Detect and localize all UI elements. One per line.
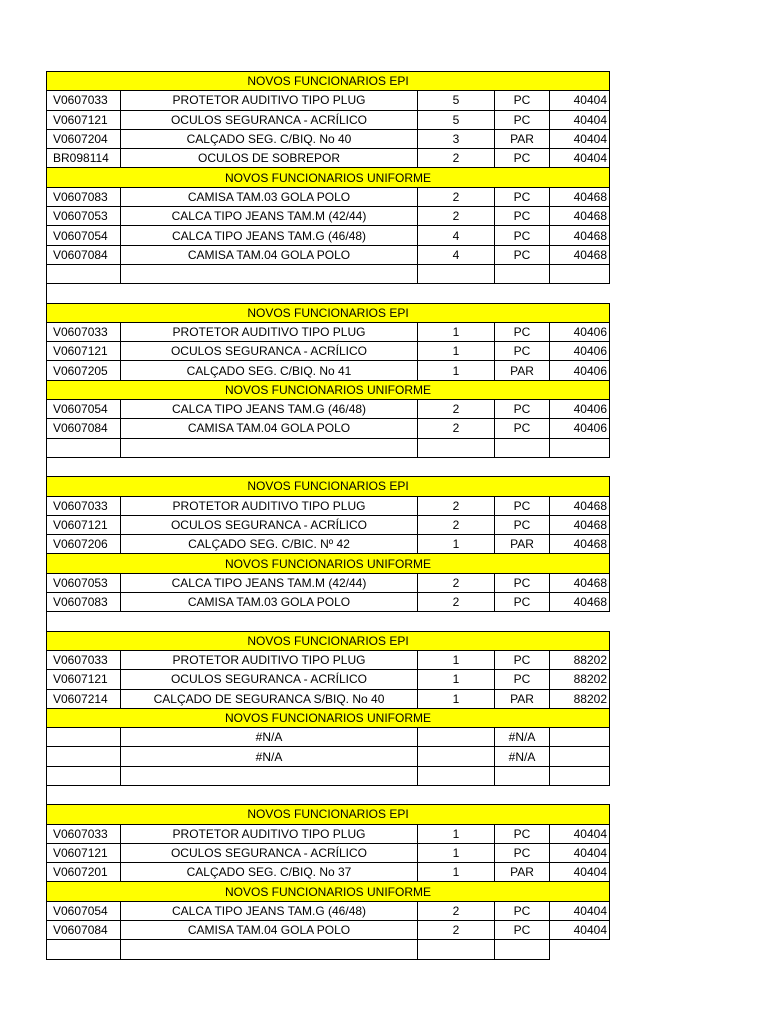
- item-code-cell[interactable]: [47, 728, 121, 747]
- item-unit-cell[interactable]: PC: [495, 342, 550, 361]
- empty-cell[interactable]: [418, 264, 495, 283]
- item-number-cell[interactable]: 40404: [550, 843, 610, 862]
- item-code-cell[interactable]: V0607205: [47, 361, 121, 380]
- item-number-cell[interactable]: 40404: [550, 921, 610, 940]
- item-code-cell[interactable]: V0607083: [47, 187, 121, 206]
- item-quantity-cell[interactable]: 5: [418, 110, 495, 129]
- item-quantity-cell[interactable]: 2: [418, 921, 495, 940]
- empty-cell[interactable]: [121, 264, 418, 283]
- item-code-cell[interactable]: V0607084: [47, 419, 121, 438]
- item-unit-cell[interactable]: PC: [495, 901, 550, 920]
- item-description-cell[interactable]: CAMISA TAM.03 GOLA POLO: [121, 187, 418, 206]
- item-unit-cell[interactable]: PC: [495, 843, 550, 862]
- item-code-cell[interactable]: V0607121: [47, 843, 121, 862]
- item-description-cell[interactable]: OCULOS SEGURANCA - ACRÍLICO: [121, 670, 418, 689]
- empty-cell[interactable]: [418, 438, 495, 457]
- item-code-cell[interactable]: V0607033: [47, 496, 121, 515]
- item-quantity-cell[interactable]: 1: [418, 843, 495, 862]
- item-unit-cell[interactable]: PC: [495, 187, 550, 206]
- item-description-cell[interactable]: #N/A: [121, 728, 418, 747]
- item-number-cell[interactable]: 40406: [550, 400, 610, 419]
- item-code-cell[interactable]: V0607121: [47, 670, 121, 689]
- table-row: [47, 149, 610, 168]
- item-unit-cell[interactable]: PC: [495, 650, 550, 669]
- item-number-cell[interactable]: 40406: [550, 322, 610, 341]
- item-code-cell[interactable]: V0607083: [47, 593, 121, 612]
- item-number-cell[interactable]: [550, 728, 610, 747]
- item-code-cell[interactable]: V0607121: [47, 110, 121, 129]
- item-number-cell[interactable]: 40468: [550, 593, 610, 612]
- table-row: [47, 226, 610, 245]
- item-code-cell[interactable]: V0607033: [47, 322, 121, 341]
- item-code-cell[interactable]: V0607204: [47, 129, 121, 148]
- table-row: [47, 496, 610, 515]
- item-code-cell[interactable]: V0607121: [47, 342, 121, 361]
- item-quantity-cell[interactable]: 1: [418, 670, 495, 689]
- item-unit-cell[interactable]: PC: [495, 670, 550, 689]
- item-number-cell[interactable]: 40468: [550, 245, 610, 264]
- item-description-cell[interactable]: CALCA TIPO JEANS TAM.G (46/48): [121, 226, 418, 245]
- item-unit-cell[interactable]: PC: [495, 824, 550, 843]
- item-unit-cell[interactable]: PC: [495, 322, 550, 341]
- table-row: [47, 322, 610, 341]
- section-header-epi-label: NOVOS FUNCIONARIOS EPI: [47, 72, 610, 91]
- item-quantity-cell[interactable]: 2: [418, 400, 495, 419]
- item-code-cell[interactable]: V0607121: [47, 515, 121, 534]
- item-description-cell[interactable]: CALÇADO SEG. C/BIQ. No 41: [121, 361, 418, 380]
- item-description-cell[interactable]: PROTETOR AUDITIVO TIPO PLUG: [121, 322, 418, 341]
- empty-cell[interactable]: [550, 264, 610, 283]
- item-description-cell[interactable]: CAMISA TAM.03 GOLA POLO: [121, 593, 418, 612]
- table-row: [47, 535, 610, 554]
- section-header-uniforme: [47, 380, 610, 399]
- item-number-cell[interactable]: 40406: [550, 419, 610, 438]
- item-number-cell[interactable]: 40404: [550, 110, 610, 129]
- item-description-cell[interactable]: OCULOS DE SOBREPOR: [121, 149, 418, 168]
- item-number-cell[interactable]: 40404: [550, 824, 610, 843]
- item-description-cell[interactable]: CALÇADO DE SEGURANCA S/BIQ. No 40: [121, 689, 418, 708]
- section-header-uniforme-label: NOVOS FUNCIONARIOS UNIFORME: [47, 380, 610, 399]
- table-row: [47, 342, 610, 361]
- spacer-row: [47, 457, 610, 476]
- item-unit-cell[interactable]: PC: [495, 245, 550, 264]
- item-number-cell[interactable]: 88202: [550, 689, 610, 708]
- section-header-uniforme-label: NOVOS FUNCIONARIOS UNIFORME: [47, 554, 610, 573]
- empty-row: [47, 940, 610, 959]
- item-number-cell[interactable]: 88202: [550, 650, 610, 669]
- item-quantity-cell[interactable]: 2: [418, 573, 495, 592]
- item-quantity-cell[interactable]: 1: [418, 535, 495, 554]
- item-number-cell[interactable]: 40404: [550, 901, 610, 920]
- spacer-cell: [47, 785, 610, 804]
- empty-cell[interactable]: [121, 940, 418, 959]
- spacer-row: [47, 785, 610, 804]
- section-header-uniforme: [47, 708, 610, 727]
- item-number-cell[interactable]: [550, 747, 610, 766]
- empty-cell[interactable]: [550, 940, 610, 959]
- table-row: [47, 207, 610, 226]
- item-unit-cell[interactable]: PC: [495, 496, 550, 515]
- item-description-cell[interactable]: CALCA TIPO JEANS TAM.M (42/44): [121, 207, 418, 226]
- item-description-cell[interactable]: PROTETOR AUDITIVO TIPO PLUG: [121, 496, 418, 515]
- empty-row: [47, 766, 610, 785]
- item-quantity-cell[interactable]: 1: [418, 863, 495, 882]
- item-number-cell[interactable]: 40468: [550, 496, 610, 515]
- empty-cell[interactable]: [495, 766, 550, 785]
- item-code-cell[interactable]: V0607033: [47, 650, 121, 669]
- table-row: [47, 747, 610, 766]
- table-row: [47, 419, 610, 438]
- table-row: [47, 187, 610, 206]
- empty-cell[interactable]: [47, 940, 121, 959]
- item-unit-cell[interactable]: #N/A: [495, 747, 550, 766]
- item-code-cell[interactable]: V0607201: [47, 863, 121, 882]
- empty-cell[interactable]: [495, 940, 550, 959]
- item-quantity-cell[interactable]: 2: [418, 901, 495, 920]
- item-quantity-cell[interactable]: 4: [418, 245, 495, 264]
- item-quantity-cell[interactable]: 1: [418, 824, 495, 843]
- item-quantity-cell[interactable]: 2: [418, 515, 495, 534]
- item-quantity-cell[interactable]: 2: [418, 187, 495, 206]
- item-unit-cell[interactable]: PAR: [495, 361, 550, 380]
- item-number-cell[interactable]: 40468: [550, 187, 610, 206]
- item-number-cell[interactable]: 40468: [550, 535, 610, 554]
- table-row: [47, 728, 610, 747]
- empty-cell[interactable]: [418, 940, 495, 959]
- item-unit-cell[interactable]: PC: [495, 149, 550, 168]
- item-unit-cell[interactable]: #N/A: [495, 728, 550, 747]
- spacer-cell: [47, 612, 610, 631]
- table-row: [47, 245, 610, 264]
- item-description-cell[interactable]: PROTETOR AUDITIVO TIPO PLUG: [121, 824, 418, 843]
- section-header-epi-label: NOVOS FUNCIONARIOS EPI: [47, 631, 610, 650]
- item-unit-cell[interactable]: PC: [495, 593, 550, 612]
- item-quantity-cell[interactable]: 2: [418, 149, 495, 168]
- item-number-cell[interactable]: 40468: [550, 207, 610, 226]
- item-code-cell[interactable]: V0607054: [47, 226, 121, 245]
- item-quantity-cell[interactable]: 1: [418, 689, 495, 708]
- table-row: [47, 824, 610, 843]
- spreadsheet: [46, 71, 610, 960]
- section-header-epi-label: NOVOS FUNCIONARIOS EPI: [47, 477, 610, 496]
- item-description-cell[interactable]: CALÇADO SEG. C/BIQ. No 40: [121, 129, 418, 148]
- table-row: [47, 91, 610, 110]
- item-unit-cell[interactable]: PAR: [495, 535, 550, 554]
- table-row: [47, 110, 610, 129]
- item-unit-cell[interactable]: PAR: [495, 689, 550, 708]
- item-unit-cell[interactable]: PC: [495, 110, 550, 129]
- empty-cell[interactable]: [121, 766, 418, 785]
- empty-cell[interactable]: [495, 264, 550, 283]
- item-quantity-cell[interactable]: 1: [418, 650, 495, 669]
- spacer-cell: [47, 284, 610, 303]
- item-unit-cell[interactable]: PC: [495, 91, 550, 110]
- item-unit-cell[interactable]: PC: [495, 573, 550, 592]
- section-header-uniforme-label: NOVOS FUNCIONARIOS UNIFORME: [47, 708, 610, 727]
- section-header-epi: [47, 805, 610, 824]
- item-description-cell[interactable]: CALÇADO SEG. C/BIQ. No 37: [121, 863, 418, 882]
- table-row: [47, 573, 610, 592]
- table-row: [47, 129, 610, 148]
- item-number-cell[interactable]: 88202: [550, 670, 610, 689]
- item-number-cell[interactable]: 40404: [550, 129, 610, 148]
- table-row: [47, 843, 610, 862]
- spacer-row: [47, 284, 610, 303]
- item-quantity-cell[interactable]: 2: [418, 593, 495, 612]
- table-row: [47, 901, 610, 920]
- item-unit-cell[interactable]: PC: [495, 400, 550, 419]
- item-code-cell[interactable]: V0607033: [47, 91, 121, 110]
- item-quantity-cell[interactable]: [418, 747, 495, 766]
- empty-cell[interactable]: [47, 264, 121, 283]
- item-code-cell[interactable]: [47, 747, 121, 766]
- table-row: [47, 593, 610, 612]
- item-description-cell[interactable]: CAMISA TAM.04 GOLA POLO: [121, 921, 418, 940]
- empty-cell[interactable]: [550, 438, 610, 457]
- item-description-cell[interactable]: CALCA TIPO JEANS TAM.M (42/44): [121, 573, 418, 592]
- item-code-cell[interactable]: V0607084: [47, 245, 121, 264]
- item-code-cell[interactable]: V0607054: [47, 901, 121, 920]
- item-description-cell[interactable]: OCULOS SEGURANCA - ACRÍLICO: [121, 342, 418, 361]
- item-number-cell[interactable]: 40468: [550, 226, 610, 245]
- empty-cell[interactable]: [418, 766, 495, 785]
- item-number-cell[interactable]: 40468: [550, 515, 610, 534]
- item-unit-cell[interactable]: PAR: [495, 863, 550, 882]
- item-code-cell[interactable]: V0607206: [47, 535, 121, 554]
- section-header-epi: [47, 477, 610, 496]
- table-row: [47, 515, 610, 534]
- item-quantity-cell[interactable]: 2: [418, 419, 495, 438]
- item-code-cell[interactable]: V0607054: [47, 400, 121, 419]
- empty-cell[interactable]: [47, 438, 121, 457]
- item-number-cell[interactable]: 40404: [550, 91, 610, 110]
- item-quantity-cell[interactable]: 4: [418, 226, 495, 245]
- item-unit-cell[interactable]: PC: [495, 226, 550, 245]
- item-code-cell[interactable]: V0607214: [47, 689, 121, 708]
- section-header-epi: [47, 631, 610, 650]
- item-unit-cell[interactable]: PC: [495, 921, 550, 940]
- table-row: [47, 689, 610, 708]
- spacer-row: [47, 612, 610, 631]
- empty-row: [47, 438, 610, 457]
- item-description-cell[interactable]: PROTETOR AUDITIVO TIPO PLUG: [121, 650, 418, 669]
- empty-cell[interactable]: [47, 766, 121, 785]
- item-quantity-cell[interactable]: 1: [418, 361, 495, 380]
- table-row: [47, 921, 610, 940]
- section-header-uniforme: [47, 882, 610, 901]
- item-description-cell[interactable]: CAMISA TAM.04 GOLA POLO: [121, 245, 418, 264]
- section-header-uniforme-label: NOVOS FUNCIONARIOS UNIFORME: [47, 168, 610, 187]
- section-header-epi-label: NOVOS FUNCIONARIOS EPI: [47, 303, 610, 322]
- item-quantity-cell[interactable]: 1: [418, 322, 495, 341]
- item-unit-cell[interactable]: PAR: [495, 129, 550, 148]
- item-number-cell[interactable]: 40404: [550, 863, 610, 882]
- empty-row: [47, 264, 610, 283]
- section-header-uniforme: [47, 168, 610, 187]
- item-description-cell[interactable]: CALÇADO SEG. C/BIC. Nº 42: [121, 535, 418, 554]
- item-description-cell[interactable]: CAMISA TAM.04 GOLA POLO: [121, 419, 418, 438]
- empty-cell[interactable]: [495, 438, 550, 457]
- item-quantity-cell[interactable]: 1: [418, 342, 495, 361]
- item-code-cell[interactable]: V0607033: [47, 824, 121, 843]
- item-description-cell[interactable]: PROTETOR AUDITIVO TIPO PLUG: [121, 91, 418, 110]
- item-quantity-cell[interactable]: 3: [418, 129, 495, 148]
- section-header-uniforme: [47, 554, 610, 573]
- section-header-epi: [47, 303, 610, 322]
- item-unit-cell[interactable]: PC: [495, 207, 550, 226]
- item-description-cell[interactable]: CALCA TIPO JEANS TAM.G (46/48): [121, 400, 418, 419]
- table-row: [47, 361, 610, 380]
- item-description-cell[interactable]: #N/A: [121, 747, 418, 766]
- item-quantity-cell[interactable]: 2: [418, 496, 495, 515]
- item-unit-cell[interactable]: PC: [495, 419, 550, 438]
- empty-cell[interactable]: [550, 766, 610, 785]
- item-number-cell[interactable]: 40406: [550, 342, 610, 361]
- item-description-cell[interactable]: OCULOS SEGURANCA - ACRÍLICO: [121, 843, 418, 862]
- item-number-cell[interactable]: 40406: [550, 361, 610, 380]
- section-header-epi-label: NOVOS FUNCIONARIOS EPI: [47, 805, 610, 824]
- table-row: [47, 650, 610, 669]
- section-header-epi: [47, 72, 610, 91]
- item-number-cell[interactable]: 40404: [550, 149, 610, 168]
- item-code-cell[interactable]: BR098114: [47, 149, 121, 168]
- item-code-cell[interactable]: V0607053: [47, 573, 121, 592]
- item-number-cell[interactable]: 40468: [550, 573, 610, 592]
- item-quantity-cell[interactable]: [418, 728, 495, 747]
- table-row: [47, 863, 610, 882]
- item-quantity-cell[interactable]: 5: [418, 91, 495, 110]
- item-code-cell[interactable]: V0607053: [47, 207, 121, 226]
- item-description-cell[interactable]: CALCA TIPO JEANS TAM.G (46/48): [121, 901, 418, 920]
- empty-cell[interactable]: [121, 438, 418, 457]
- item-description-cell[interactable]: OCULOS SEGURANCA - ACRÍLICO: [121, 110, 418, 129]
- item-quantity-cell[interactable]: 2: [418, 207, 495, 226]
- item-description-cell[interactable]: OCULOS SEGURANCA - ACRÍLICO: [121, 515, 418, 534]
- items-table: [46, 71, 610, 960]
- table-row: [47, 400, 610, 419]
- section-header-uniforme-label: NOVOS FUNCIONARIOS UNIFORME: [47, 882, 610, 901]
- item-code-cell[interactable]: V0607084: [47, 921, 121, 940]
- table-row: [47, 670, 610, 689]
- spacer-cell: [47, 457, 610, 476]
- item-unit-cell[interactable]: PC: [495, 515, 550, 534]
